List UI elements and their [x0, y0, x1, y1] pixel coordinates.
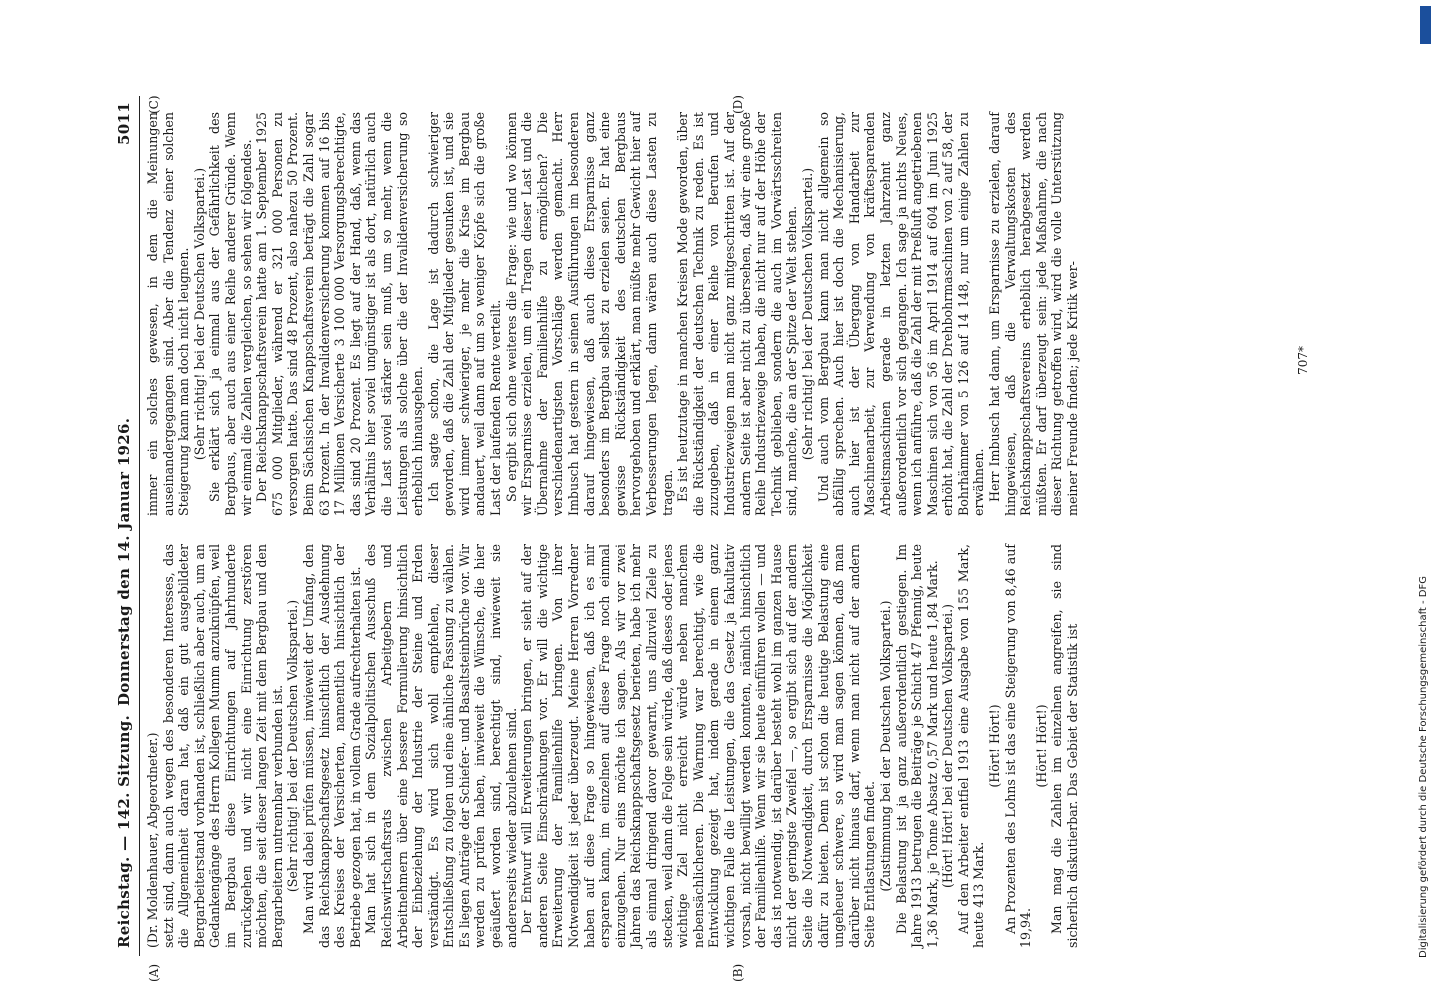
paragraph: Herr Imbusch hat dann, um Ersparnisse zu erzielen, darauf hingewiesen, daß die Verwaltungskosten des Reichsknappschaftsvereins erheblich herabgesetzt werden müßten. Er darf überzeugt sein: jede Maßnahme, die nach dieser Richtung getroffen wird, wird die volle Unterstützung meiner Freunde finden; jede Kritik wer-	[987, 112, 1081, 516]
paragraph: Der Reichsknappschaftsverein hatte am 1. September 1925 675 000 Mitglieder, während er 321 000 Personen zu versorgen hatte. Das sind 48 Prozent, also nahezu 50 Prozent. Beim Sächsischen Knappschaftsverein beträgt die Zahl sogar 63 Prozent. In der Invalidenversicherung kommen auf 16 bis 17 Millionen Versicherte 3 100 000 Versorgungsberechtigte, das sind 20 Prozent. Es liegt auf der Hand, daß, wenn das Verhältnis hier soviel ungünstiger ist als dort, natürlich auch die Last soviel stärker sein muß, um so mehr, wenn die Leistungen als solche über die der Invalidenversicherung so erheblich hinausgehen.	[254, 112, 426, 516]
paragraph: Auf den Arbeiter entfiel 1913 eine Ausgabe von 155 Mark, heute 413 Mark.	[955, 544, 987, 948]
interjection: (Sehr richtig! bei der Deutschen Volkspartei.)	[285, 599, 301, 893]
page-number: 5011	[115, 102, 133, 145]
interjection: (Sehr richtig! bei der Deutschen Volkspartei.)	[191, 167, 207, 461]
header-left: Reichstag. — 142. Sitzung.	[115, 714, 133, 948]
paragraph: Der Entwurf will Erweiterungen bringen, er sieht auf der anderen Seite Einschränkungen vor. Er will die wichtige Erweiterung der Familienhilfe bringen. Von ihrer Notwendigkeit ist jeder überzeugt. Meine Herren Vorredner haben auf diese Frage so hingewiesen, daß ich es mir ersparen kann, im einzelnen auf diese Frage noch einmal einzugehen. Nur eins möchte ich sagen. Als wir vor zwei Jahren das Reichsknappschaftsgesetz berieten, habe ich mehr als einmal dringend davor gewarnt, uns allzuviel Ziele zu stecken, weil dann die Folge sein würde, daß dieses oder jenes wichtige Ziel nicht erreicht würde neben manchem nebensächlicheren. Die Warnung war berechtigt, wie die Entwicklung gezeigt hat, indem gerade in einem ganz wichtigen Falle die Leistungen, die das Gesetz ja fakultativ vorsah, nicht bewilligt werden konnten, nämlich hinsichtlich der Familienhilfe. Wenn wir sie heute einführen wollen — und das ist notwendig, ist darüber besteht wohl im ganzen Hause nicht der geringste Zweifel —, so ergibt sich auf der andern Seite die Notwendigkeit, durch Ersparnisse die Möglichkeit dafür zu bieten. Denn ist schon die heutige Belastung eine ungeheuer schwere, so wird man sagen können, daß man darüber nicht hinaus darf, wenn man nicht auf der andern Seite Entlastungen findet.	[519, 544, 878, 948]
interjection: (Hört! Hört!)	[987, 704, 1003, 788]
paragraph: Und auch vom Bergbau kann man nicht allgemein so abfällig sprechen. Auch hier ist doch die Mechanisierung, auch hier ist der Übergang von Handarbeit zur Maschinenarbeit, zur Verwendung von kräftesparenden Arbeitsmaschinen gerade in letzten Jahrzehnt ganz außerordentlich vor sich gegangen. Ich sage ja nichts Neues, wenn ich anführe, daß die Zahl der mit Preßluft angetriebenen Maschinen sich von 56 im April 1914 auf 604 im Juni 1925 erhöht hat, die Zahl der Drehbohrmaschinen von 2 auf 58, der Bohrhämmer von 5 126 auf 14 148, nur um einige Zahlen zu erwähnen.	[815, 112, 987, 516]
paragraph: So ergibt sich ohne weiteres die Frage: wie und wo können wir Ersparnisse erzielen, um ein Tragen dieser Last und die Übernahme der Familienhilfe zu ermöglichen? Die verschiedenartigsten Vorschläge werden gemacht. Herr Imbusch hat gestern in seinen Ausführungen im besonderen darauf hingewiesen, daß auch diese Ersparnisse ganz besonders im Bergbau selbst zu erzielen seien. Er hat eine gewisse Rückständigkeit des deutschen Bergbaus hervorgehoben und erklärt, man müßte mehr Gewicht hier auf Verbesserungen legen, dann wären auch diese Lasten zu tragen.	[503, 112, 675, 516]
paragraph: Die Belastung ist ja ganz außerordentlich gestiegen. Im Jahre 1913 betrugen die Beiträge je Schicht 47 Pfennig, heute 1,36 Mark, je Tonne Absatz 0,57 Mark und heute 1,84 Mark.	[893, 544, 940, 948]
right-column	[145, 112, 1330, 516]
speaker-line: (Dr. Moldenhauer, Abgeordneter.)	[145, 732, 160, 948]
paragraph: Sie erklärt sich ja einmal aus der Gefährlichkeit des Bergbaus, aber auch aus einer Reihe anderer Gründe. Wenn wir einmal die Zahlen vergleichen, so sehen wir folgendes.	[207, 112, 254, 516]
margin-marker-d: (D)	[731, 95, 745, 114]
paragraph: immer ein solches gewesen, in dem die Meinungen auseinandergegangen sind. Aber die Tendenz einer solchen Steigerung kann man doch nicht leugnen.	[145, 112, 192, 516]
rotated-page-content	[111, 95, 1336, 982]
paragraph: Man mag die Zahlen im einzelnen angreifen, sie sind sicherlich diskutierbar. Das Gebiet der Statistik ist	[1049, 544, 1081, 948]
signature-mark: 707*	[1296, 346, 1310, 375]
paragraph: Man hat sich in dem Sozialpolitischen Ausschuß des Reichswirtschaftsrats zwischen Arbeitgebern und Arbeitnehmern über eine bessere Formulierung hinsichtlich der Einbeziehung der Industrie der Steine und Erden verständigt. Es wird sich wohl empfehlen, dieser Entschließung zu folgen und eine ähnliche Fassung zu wählen. Es liegen Anträge der Schiefer- und Basaltsteinbrüche vor. Wir werden zu prüfen haben, inwieweit die Wünsche, die hier geäußert worden sind, berechtigt sind, inwieweit sie andererseits wieder abzulehnen sind.	[363, 544, 519, 948]
margin-marker-c: (C)	[147, 95, 161, 114]
left-column	[145, 544, 1330, 948]
paragraph: An Prozenten des Lohns ist das eine Steigerung von 8,46 auf 19,94.	[1002, 544, 1034, 948]
digitization-note-text: Digitalisierung gefördert durch die Deutsche Forschungsgemeinschaft - DFG	[1418, 575, 1429, 958]
paragraph: Man wird dabei prüfen müssen, inwieweit der Umfang, den das Reichsknappschaftsgesetz hinsichtlich der Ausdehnung des Kreises der Versicherten, namentlich hinsichtlich der Betriebe gezogen hat, in vollem Grade aufrechterhalten ist.	[300, 544, 363, 948]
paragraph: Es ist heutzutage in manchen Kreisen Mode geworden, über die Rückständigkeit der deutschen Technik zu reden. Es ist zuzugeben, daß in einer Reihe von Berufen und Industriezweigen man nicht ganz mitgeschritten ist. Auf der andern Seite ist aber nicht zu übersehen, daß wir eine große Reihe Industriezweige haben, die nicht nur auf der Höhe der Technik geblieben, sondern die auch im Vorwärtsschreiten sind, manche, die an der Spitze der Welt stehen.	[675, 112, 800, 516]
margin-marker-a: (A)	[147, 963, 161, 982]
paragraph: setzt sind, dann auch wegen des besonderen Interesses, das die Allgemeinheit daran hat, daß ein gut ausgebildeter Bergarbeiterstand vorhanden ist, schließlich aber auch, um an Gedankengänge des Herrn Kollegen Mumm anzuknüpfen, weil im Bergbau diese Einrichtungen auf Jahrhunderte zurückgehen und wir nicht eine Einrichtung zerstören möchten, die seit dieser langen Zeit mit dem Bergbau und den Bergarbeitern untrennbar verbunden ist.	[160, 544, 285, 948]
margin-marker-b: (B)	[731, 963, 745, 982]
interjection: (Hört! Hört!)	[1033, 704, 1049, 788]
header-date: Donnerstag den 14. Januar 1926.	[115, 417, 133, 706]
scanned-page	[111, 95, 1336, 982]
page-header	[111, 96, 140, 956]
interjection: (Hört! Hört! bei der Deutschen Volkspartei.)	[940, 603, 956, 889]
interjection: (Sehr richtig! bei der Deutschen Volkspartei.)	[799, 167, 815, 461]
interjection: (Zustimmung bei der Deutschen Volkspartei.)	[877, 600, 893, 892]
paragraph: Ich sagte schon, die Lage ist dadurch schwieriger geworden, daß die Zahl der Mitglieder gesunken ist, und sie wird immer schwieriger, je mehr die Krise im Bergbau andauert, weil dann auf um so weniger Köpfe sich die große Last der laufenden Rente verteilt.	[425, 112, 504, 516]
digitization-note	[1418, 18, 1434, 958]
